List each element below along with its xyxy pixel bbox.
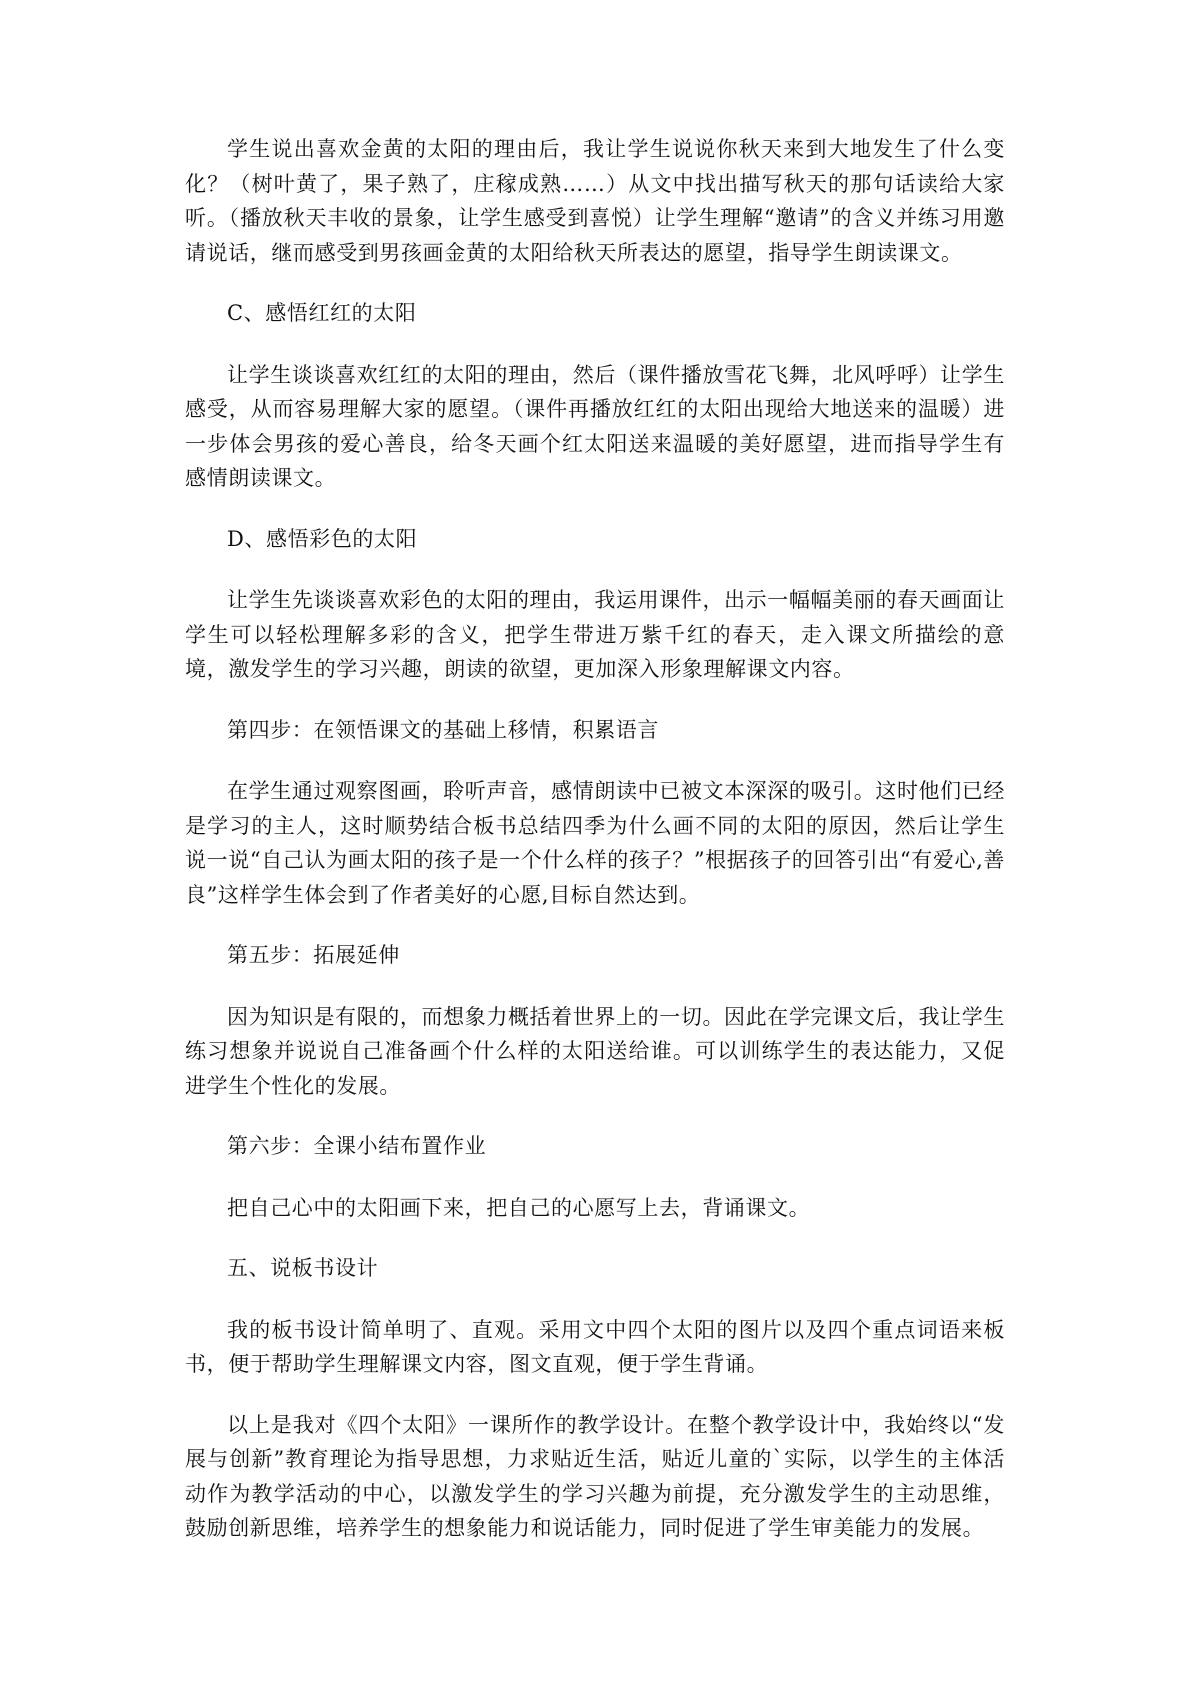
heading-board-design: 五、说板书设计 — [227, 1256, 379, 1280]
document-page — [185, 132, 1005, 1572]
paragraph-colorful-sun: 让学生先谈谈喜欢彩色的太阳的理由，我运用课件，出示一幅幅美丽的春天画面让学生可以轻松理解多彩的含义，把学生带进万紫千红的春天，走入课文所描绘的意境，激发学生的学习兴趣，朗读的欲望，更加深入形象理解课文内容。 — [185, 588, 1005, 681]
paragraph-step-five: 因为知识是有限的，而想象力概括着世界上的一切。因此在学完课文后，我让学生练习想象并说说自己准备画个什么样的太阳送给谁。可以训练学生的表达能力，又促进学生个性化的发展。 — [185, 1004, 1005, 1098]
paragraph-golden-sun-reading: 学生说出喜欢金黄的太阳的理由后，我让学生说说你秋天来到大地发生了什么变化？（树叶黄了，果子熟了，庄稼成熟……）从文中找出描写秋天的那句话读给大家听。（播放秋天丰收的景象，让学生感受到喜悦）让学生理解“邀请”的含义并练习用邀请说话，继而感受到男孩画金黄的太阳给秋天所表达的愿望，指导学生朗读课文。 — [185, 137, 1005, 265]
heading-step-five: 第五步：拓展延伸 — [227, 943, 400, 967]
heading-red-sun: C、感悟红红的太阳 — [227, 301, 417, 325]
paragraph-board-design: 我的板书设计简单明了、直观。采用文中四个太阳的图片以及四个重点词语来板书，便于帮助学生理解课文内容，图文直观，便于学生背诵。 — [185, 1317, 1005, 1376]
paragraph-step-six: 把自己心中的太阳画下来，把自己的心愿写上去，背诵课文。 — [227, 1195, 811, 1220]
heading-colorful-sun: D、感悟彩色的太阳 — [227, 526, 418, 551]
heading-step-four: 第四步：在领悟课文的基础上移情，积累语言 — [227, 717, 659, 742]
heading-step-six: 第六步：全课小结布置作业 — [227, 1134, 487, 1158]
paragraph-red-sun: 让学生谈谈喜欢红红的太阳的理由，然后（课件播放雪花飞舞，北风呼呼）让学生感受，从而容易理解大家的愿望。（课件再播放红红的太阳出现给大地送来的温暖）进一步体会男孩的爱心善良，给冬天画个红太阳送来温暖的美好愿望，进而指导学生有感情朗读课文。 — [185, 362, 1005, 490]
paragraph-conclusion: 以上是我对《四个太阳》一课所作的教学设计。在整个教学设计中，我始终以“发展与创新”教育理论为指导思想，力求贴近生活，贴近儿童的`实际，以学生的主体活动作为教学活动的中心，以激发学生的学习兴趣为前提，充分激发学生的主动思维，鼓励创新思维，培养学生的想象能力和说话能力，同时促进了学生审美能力的发展。 — [185, 1412, 1005, 1540]
paragraph-step-four: 在学生通过观察图画，聆听声音，感情朗读中已被文本深深的吸引。这时他们已经是学习的主人，这时顺势结合板书总结四季为什么画不同的太阳的原因，然后让学生说一说“自己认为画太阳的孩子是一个什么样的孩子？”根据孩子的回答引出“有爱心,善良”这样学生体会到了作者美好的心愿,目标自然达到。 — [185, 779, 1005, 907]
